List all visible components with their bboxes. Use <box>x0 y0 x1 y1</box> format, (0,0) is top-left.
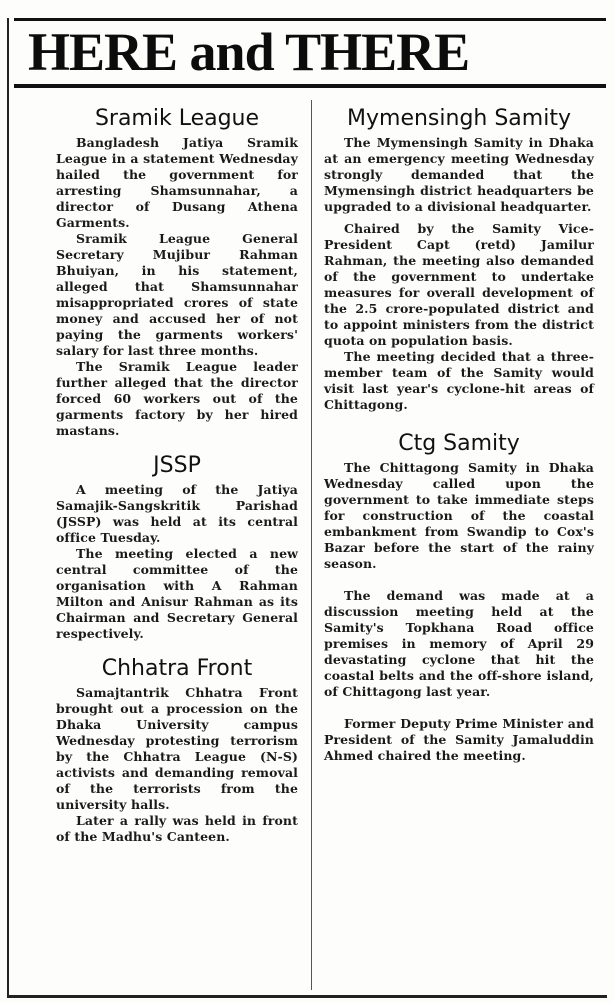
article-paragraph: The Mymensingh Samity in Dhaka at an emergency meeting Wednesday strongly demanded that the Mymensingh district headquarters be upgraded to a divisional headquarter. <box>324 135 594 214</box>
page-bottom-rule <box>7 995 607 998</box>
column-divider <box>311 100 312 990</box>
article-paragraph: The meeting decided that a three-member team of the Samity would visit last year's cyclone-hit areas of Chittagong. <box>324 349 594 412</box>
article-paragraph: Former Deputy Prime Minister and President of the Samity Jamaluddin Ahmed chaired the meeting. <box>324 716 594 763</box>
article-paragraph: Samajtantrik Chhatra Front brought out a procession on the Dhaka University campus Wednesday protesting terrorism by the Chhatra League (N-S) activists and demanding removal of the terrorists from the university halls. <box>56 685 298 812</box>
article-paragraph: A meeting of the Jatiya Samajik-Sangskritik Parishad (JSSP) was held at its central office Tuesday. <box>56 482 298 545</box>
article-heading: JSSP <box>153 453 201 478</box>
article-chhatra-front <box>56 656 298 845</box>
masthead-title: HERE and THERE <box>14 18 606 88</box>
left-column <box>56 100 298 845</box>
article-heading: Sramik League <box>94 106 260 131</box>
article-heading: Mymensingh Samity <box>347 106 571 131</box>
article-jssp <box>56 453 298 642</box>
article-paragraph: Bangladesh Jatiya Sramik League in a statement Wednesday hailed the government for arresting Shamsunnahar, a director of Dusang Athena Garments. <box>56 135 298 230</box>
article-paragraph: Later a rally was held in front of the Madhu's Canteen. <box>56 813 298 844</box>
article-paragraph: The demand was made at a discussion meeting held at the Samity's Topkhana Road office premises in memory of April 29 devastating cyclone that hit the coastal belts and the off-shore island, of Chittagong last year. <box>324 588 594 699</box>
article-heading: Ctg Samity <box>398 431 520 456</box>
article-ctg-samity <box>324 431 594 764</box>
article-paragraph: Sramik League General Secretary Mujibur Rahman Bhuiyan, in his statement, alleged that Shamsunnahar misappropriated crores of state money and accused her of not paying the garments workers' salary for last three months. <box>56 231 298 358</box>
article-paragraph: The Sramik League leader further alleged that the director forced 60 workers out of the garments factory by her hired mastans. <box>56 359 298 438</box>
page-left-rule <box>7 18 9 996</box>
article-paragraph: Chaired by the Samity Vice-President Capt (retd) Jamilur Rahman, the meeting also demanded of the government to undertake measures for overall development of the 2.5 crore-populated district and to appoint ministers from the district quota on population basis. <box>324 221 594 348</box>
article-paragraph: The Chittagong Samity in Dhaka Wednesday called upon the government to take immediate steps for construction of the coastal embankment from Swandip to Cox's Bazar before the start of the rainy season. <box>324 460 594 571</box>
right-column <box>324 100 594 764</box>
article-heading: Chhatra Front <box>101 656 253 681</box>
article-paragraph: The meeting elected a new central committee of the organisation with A Rahman Milton and Anisur Rahman as its Chairman and Secretary General respectively. <box>56 546 298 641</box>
article-sramik-league <box>56 106 298 439</box>
article-mymensingh-samity <box>324 106 594 413</box>
